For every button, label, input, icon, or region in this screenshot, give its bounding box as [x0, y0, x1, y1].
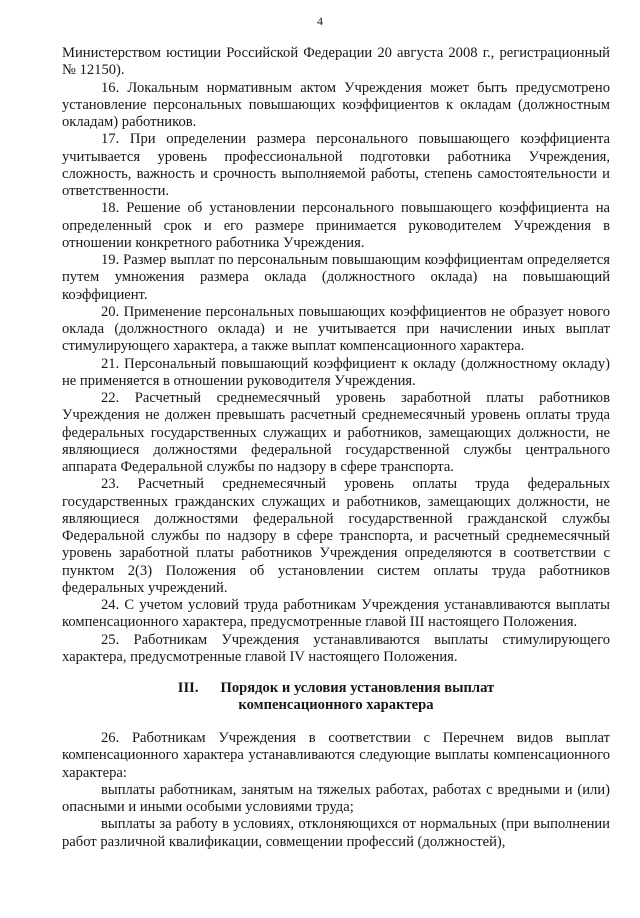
paragraph-p21: 21. Персональный повышающий коэффициент к окладу (должностному окладу) не применяется в отношении руководителя Учреждения. [62, 355, 610, 389]
paragraph-p18: 18. Решение об установлении персонального повышающего коэффициента на определенный срок и его размере принимается руководителем Учреждения в отношении конкретного работника Учреждения. [62, 200, 610, 251]
paragraph-cont: Министерством юстиции Российской Федерации 20 августа 2008 г., регистрационный № 12150). [62, 45, 610, 79]
section-title-line-1: Порядок и условия установления выплат [220, 680, 495, 696]
page-number: 4 [317, 14, 323, 28]
paragraph-p24: 24. С учетом условий труда работникам Учреждения устанавливаются выплаты компенсационного характера, предусмотренные главой III настоящего Положения. [62, 597, 610, 631]
paragraph-p20: 20. Применение персональных повышающих коэффициентов не образует нового оклада (должностного оклада) и не учитывается при начислении иных выплат стимулирующего характера, а также выплат компенсационного характера. [62, 303, 610, 355]
paragraph-p26b: выплаты за работу в условиях, отклоняющихся от нормальных (при выполнении работ различной квалификации, совмещении профессий (должностей), [62, 816, 610, 850]
paragraph-p22: 22. Расчетный среднемесячный уровень заработной платы работников Учреждения не должен превышать расчетный среднемесячный уровень оплаты труда федеральных государственных служащих и работников, замещающих должности, не являющиеся должностями федеральной государственной службы центрального аппарата Федеральной службы по надзору в сфере транспорта. [62, 390, 610, 475]
paragraph-p16: 16. Локальным нормативным актом Учреждения может быть предусмотрено установление персональных повышающих коэффициентов к окладам (должностным окладам) работников. [62, 79, 610, 130]
paragraphs-before-section [62, 45, 610, 666]
paragraph-p19: 19. Размер выплат по персональным повышающим коэффициентам определяется путем умножения размера оклада (должностного оклада) на повышающий коэффициент. [62, 252, 610, 303]
paragraph-p25: 25. Работникам Учреждения устанавливаются выплаты стимулирующего характера, предусмотренные главой IV настоящего Положения. [62, 631, 610, 665]
section-heading-line-1 [62, 680, 610, 697]
section-number: III. [177, 680, 199, 696]
paragraph-p23: 23. Расчетный среднемесячный уровень оплаты труда федеральных государственных гражданских служащих и работников, замещающих должности, не являющиеся должностями федеральной государственной гражданской службы Федеральной службы по надзору в сфере транспорта, и расчетный среднемесячный уровень заработной платы работников Учреждения определяются в соответствии с пунктом 2(3) Положения об установлении систем оплаты труда работников федеральных учреждений. [62, 476, 610, 596]
paragraph-p26: 26. Работникам Учреждения в соответствии с Перечнем видов выплат компенсационного характера устанавливаются следующие выплаты компенсационного характера: [62, 730, 610, 781]
paragraphs-after-section [62, 730, 610, 851]
paragraph-p26a: выплаты работникам, занятым на тяжелых работах, работах с вредными и (или) опасными и иными особыми условиями труда; [62, 781, 610, 815]
section-heading [62, 680, 610, 714]
section-title-line-2: компенсационного характера [238, 697, 434, 713]
document-body [62, 45, 610, 851]
paragraph-p17: 17. При определении размера персонального повышающего коэффициента учитывается уровень профессиональной подготовки работника Учреждения, сложность, важность и срочность выполняемой работы, степень самостоятельности и ответственности. [62, 131, 610, 199]
